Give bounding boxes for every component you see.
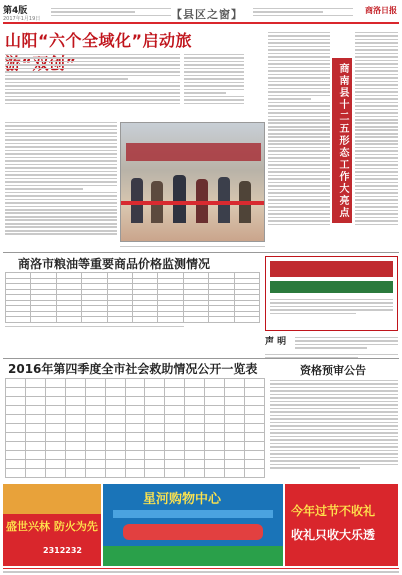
notice-body bbox=[270, 378, 398, 470]
ad-forest-fire bbox=[3, 484, 101, 566]
notice-title: 资格预审公告 bbox=[300, 364, 366, 377]
section-title: 【县区之窗】 bbox=[171, 8, 243, 21]
statement-body bbox=[295, 335, 398, 351]
statement-label: 声 明 bbox=[265, 337, 287, 347]
ad-lottery bbox=[285, 484, 398, 566]
newspaper-logo: 商洛日报 bbox=[365, 6, 397, 15]
ad-shopping-center bbox=[103, 484, 283, 566]
ad-forest-fire-slogan: 盛世兴林 防火为先 bbox=[6, 520, 98, 533]
lead-headline: 山阳“六个全域化”启动旅 bbox=[5, 31, 193, 50]
ad-lottery-main: 今年过节不收礼 bbox=[291, 504, 376, 518]
right-column-story bbox=[355, 30, 398, 227]
relief-section-title: 2016年第四季度全市社会救助情况公开一览表 bbox=[8, 362, 258, 376]
ad-forest-fire-phone: 2312232 bbox=[43, 546, 82, 555]
ad-box-top-right bbox=[265, 256, 398, 331]
lead-body bbox=[5, 52, 180, 106]
page-number: 第4版 bbox=[3, 6, 28, 16]
lead-photo bbox=[120, 122, 265, 242]
lead-body-col2 bbox=[184, 52, 244, 106]
page-date: 2017年1月19日 bbox=[3, 16, 41, 22]
page-header bbox=[3, 2, 399, 28]
relief-table bbox=[5, 378, 265, 478]
left-column-story bbox=[5, 120, 117, 237]
price-section-title: 商洛市粮油等重要商品价格监测情况 bbox=[18, 257, 211, 271]
price-table bbox=[5, 272, 260, 329]
feature-title-box: 商南县十二五形态工作大亮点 bbox=[332, 58, 352, 223]
ad-lottery-sub: 收礼只收大乐透 bbox=[291, 528, 376, 542]
middle-story bbox=[268, 30, 330, 227]
ad-shopping-title: 星河购物中心 bbox=[143, 492, 222, 507]
